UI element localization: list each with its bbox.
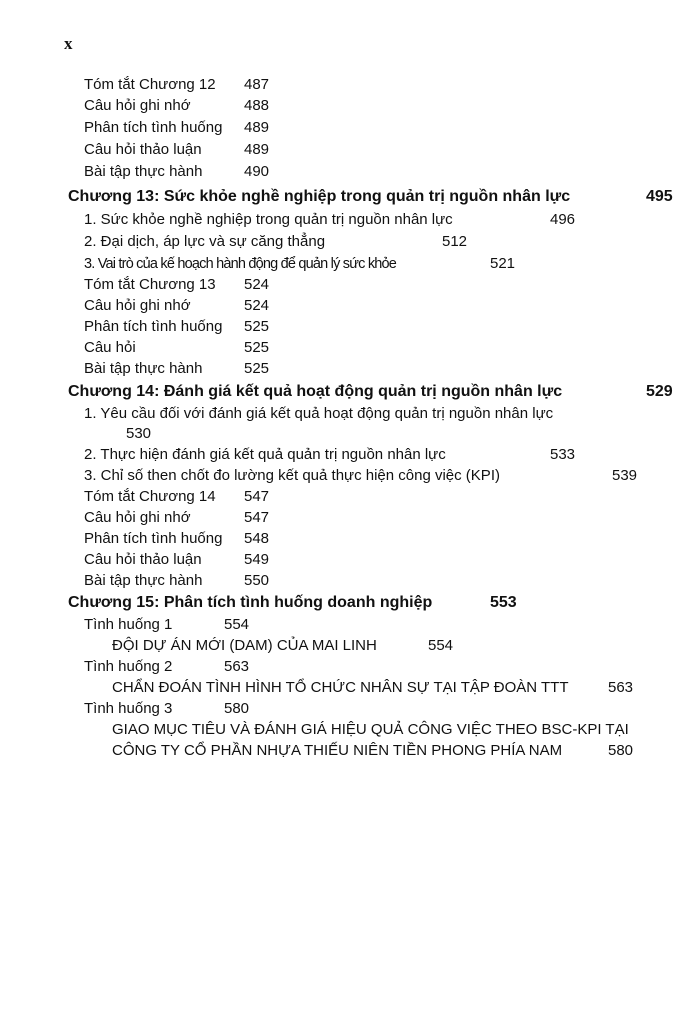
toc-entry-ch13-2[interactable]	[84, 233, 467, 250]
chapter-page: 495	[646, 188, 673, 205]
toc-entry-ch14-review[interactable]	[84, 509, 269, 526]
toc-entry-ch14-discussion[interactable]	[84, 551, 269, 568]
chapter-page: 529	[646, 383, 673, 400]
entry-title: CÔNG TY CỔ PHẦN NHỰA THIẾU NIÊN TIỀN PHONG PHÍA NAM	[112, 742, 563, 759]
entry-title: 1. Sức khỏe nghề nghiệp trong quản trị nguồn nhân lực	[84, 211, 453, 228]
entry-page: 490	[244, 163, 270, 180]
entry-title: Câu hỏi ghi nhớ	[84, 97, 191, 114]
entry-page: 524	[244, 297, 270, 314]
entry-page: 489	[244, 141, 270, 158]
toc-entry-case3-title-line2[interactable]	[112, 742, 633, 759]
toc-entry-ch14-1[interactable]	[84, 405, 654, 442]
entry-title: 3. Vai trò của kế hoạch hành động để quản lý sức khỏe	[84, 256, 397, 272]
entry-page: 547	[244, 509, 270, 526]
toc-entry-case3-title-line1[interactable]	[112, 721, 629, 738]
entry-page: 525	[244, 339, 270, 356]
toc-entry-case3[interactable]	[84, 700, 249, 717]
entry-title: Câu hỏi thảo luận	[84, 551, 202, 568]
toc-chapter-15[interactable]	[68, 594, 517, 612]
entry-page: 563	[224, 658, 250, 675]
entry-page: 554	[428, 637, 454, 654]
toc-entry-case2[interactable]	[84, 658, 249, 675]
toc-entry-ch13-review[interactable]	[84, 297, 269, 314]
entry-page: 525	[244, 360, 270, 377]
toc-entry-ch14-3[interactable]	[84, 467, 637, 484]
entry-title: Phân tích tình huống	[84, 530, 223, 547]
entry-title: Câu hỏi ghi nhớ	[84, 297, 191, 314]
entry-page: 496	[550, 211, 576, 228]
entry-title: Tình huống 1	[84, 616, 173, 633]
entry-title: Bài tập thực hành	[84, 360, 203, 377]
entry-title: 2. Thực hiện đánh giá kết quả quản trị nguồn nhân lực	[84, 446, 446, 463]
entry-title: Tóm tắt Chương 12	[84, 76, 216, 93]
toc-entry-ch14-summary[interactable]	[84, 488, 269, 505]
entry-page: 549	[244, 551, 270, 568]
page-number: x	[64, 34, 73, 53]
entry-page: 533	[550, 446, 576, 463]
entry-title: 2. Đại dịch, áp lực và sự căng thẳng	[84, 233, 326, 250]
entry-title: CHẨN ĐOÁN TÌNH HÌNH TỔ CHỨC NHÂN SỰ TẠI TẬP ĐOÀN TTT	[112, 679, 569, 696]
entry-page: 580	[608, 742, 634, 759]
toc-entry-ch12-discussion[interactable]	[84, 141, 269, 158]
toc-entry-ch14-2[interactable]	[84, 446, 575, 463]
chapter-title: Chương 13: Sức khỏe nghề nghiệp trong quản trị nguồn nhân lực	[68, 188, 571, 205]
toc-entry-ch14-case[interactable]	[84, 530, 269, 547]
entry-page: 530	[126, 425, 152, 442]
chapter-title: Chương 15: Phân tích tình huống doanh nghiệp	[68, 594, 433, 611]
entry-page: 524	[244, 276, 270, 293]
entry-title: Tóm tắt Chương 14	[84, 488, 216, 505]
toc-entry-ch12-summary[interactable]	[84, 76, 269, 93]
entry-title: GIAO MỤC TIÊU VÀ ĐÁNH GIÁ HIỆU QUẢ CÔNG VIỆC THEO BSC-KPI TẠI	[112, 721, 629, 738]
toc-chapter-13[interactable]	[68, 188, 673, 206]
entry-page: 487	[244, 76, 270, 93]
entry-page: 548	[244, 530, 270, 547]
entry-page: 539	[612, 467, 638, 484]
toc-entry-ch13-3[interactable]	[84, 255, 515, 272]
toc-entry-case1[interactable]	[84, 616, 249, 633]
entry-page: 554	[224, 616, 250, 633]
entry-page: 550	[244, 572, 270, 589]
entry-title: Câu hỏi	[84, 339, 136, 356]
toc-entry-case2-title[interactable]	[112, 679, 633, 696]
toc-entry-ch13-summary[interactable]	[84, 276, 269, 293]
entry-title: Câu hỏi thảo luận	[84, 141, 202, 158]
entry-page: 521	[490, 255, 516, 272]
toc-chapter-14[interactable]	[68, 383, 673, 401]
entry-title: Phân tích tình huống	[84, 318, 223, 335]
entry-title: Câu hỏi ghi nhớ	[84, 509, 191, 526]
entry-page: 512	[442, 233, 468, 250]
toc-entry-ch13-exercise[interactable]	[84, 360, 269, 377]
entry-page: 525	[244, 318, 270, 335]
toc-entry-ch13-1[interactable]	[84, 211, 575, 228]
entry-title: Phân tích tình huống	[84, 119, 223, 136]
entry-page: 489	[244, 119, 270, 136]
entry-page: 580	[224, 700, 250, 717]
chapter-title: Chương 14: Đánh giá kết quả hoạt động quản trị nguồn nhân lực	[68, 383, 563, 400]
entry-title: ĐỘI DỰ ÁN MỚI (DAM) CỦA MAI LINH	[112, 637, 377, 654]
toc-entry-ch12-review[interactable]	[84, 97, 269, 114]
toc-entry-ch12-case[interactable]	[84, 119, 269, 136]
toc-entry-ch13-question[interactable]	[84, 339, 269, 356]
entry-title: 1. Yêu cầu đối với đánh giá kết quả hoạt động quản trị nguồn nhân lực	[84, 405, 554, 422]
entry-title: Tóm tắt Chương 13	[84, 276, 216, 293]
toc-entry-ch14-exercise[interactable]	[84, 572, 269, 589]
entry-title: Bài tập thực hành	[84, 572, 203, 589]
entry-page: 563	[608, 679, 634, 696]
entry-title: Tình huống 3	[84, 700, 173, 717]
toc-entry-ch13-case[interactable]	[84, 318, 269, 335]
entry-title: 3. Chỉ số then chốt đo lường kết quả thực hiện công việc (KPI)	[84, 467, 500, 484]
entry-page: 547	[244, 488, 270, 505]
toc-entry-case1-title[interactable]	[112, 637, 453, 654]
entry-title: Bài tập thực hành	[84, 163, 203, 180]
entry-page: 488	[244, 97, 270, 114]
entry-title: Tình huống 2	[84, 658, 173, 675]
toc-entry-ch12-exercise[interactable]	[84, 163, 269, 180]
chapter-page: 553	[490, 594, 517, 611]
